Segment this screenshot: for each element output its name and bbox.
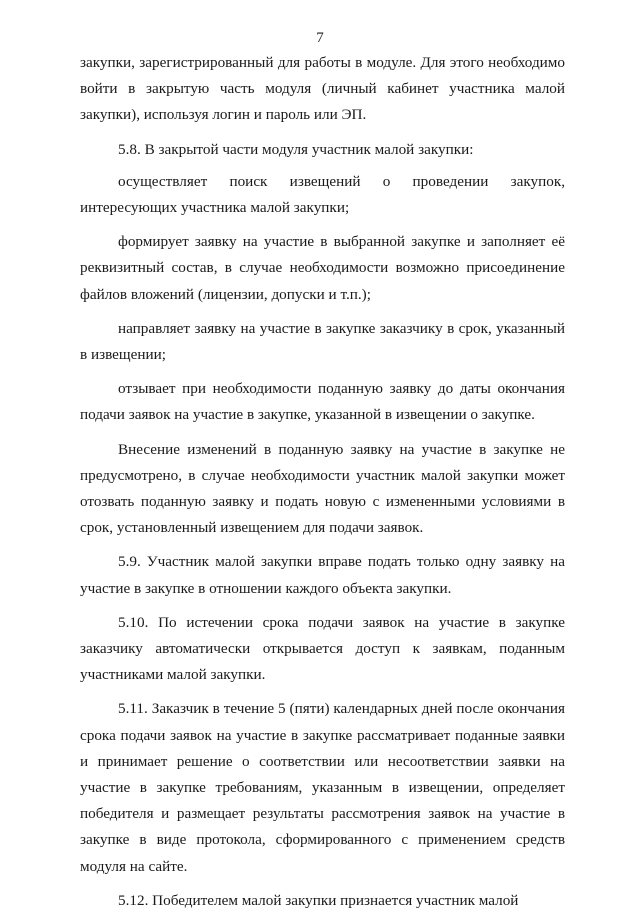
- document-body: [80, 50, 565, 922]
- paragraph-5-9: 5.9. Участник малой закупки вправе подать только одну заявку на участие в закупке в отношении каждого объекта закупки.: [80, 553, 565, 597]
- paragraph-changes-not-provided: Внесение изменений в поданную заявку на участие в закупке не предусмотрено, в случае необходимости участник малой закупки может отозвать поданную заявку и подать новую с измененными условиями в срок, установленный извещением для подачи заявок.: [80, 440, 565, 537]
- paragraph-5-11: 5.11. Заказчик в течение 5 (пяти) календарных дней после окончания срока подачи заявок на участие в закупке рассматривает поданные заявки и принимает решение о соответствии или несоответствии заявки на участие в закупке требованиям, указанным в извещении, определяет победителя и размещает результаты рассмотрения заявок на участие в закупке в виде протокола, сформированного с применением средств модуля на сайте.: [80, 700, 565, 875]
- paragraph-withdraw-application: отзывает при необходимости поданную заявку до даты окончания подачи заявок на участие в закупке, указанной в извещении о закупке.: [80, 380, 565, 424]
- page-number: 7: [316, 30, 324, 46]
- paragraph-5-12: 5.12. Победителем малой закупки признается участник малой: [118, 891, 519, 909]
- paragraph-send-application: направляет заявку на участие в закупке заказчику в срок, указанный в извещении;: [80, 319, 565, 364]
- paragraph-search-notices: осуществляет поиск извещений о проведении закупок, интересующих участника малой закупки;: [80, 172, 565, 217]
- paragraph-continuation: закупки, зарегистрированный для работы в модуле. Для этого необходимо войти в закрытую часть модуля (личный кабинет участника малой закупки), используя логин и пароль или ЭП.: [80, 54, 565, 124]
- paragraph-form-application: формирует заявку на участие в выбранной закупке и заполняет её реквизитный состав, в случае необходимости возможно присоединение файлов вложений (лицензии, допуски и т.п.);: [80, 233, 565, 303]
- paragraph-5-8: 5.8. В закрытой части модуля участник малой закупки:: [118, 140, 474, 158]
- paragraph-5-10: 5.10. По истечении срока подачи заявок на участие в закупке заказчику автоматически открывается доступ к заявкам, поданным участниками малой закупки.: [80, 613, 565, 684]
